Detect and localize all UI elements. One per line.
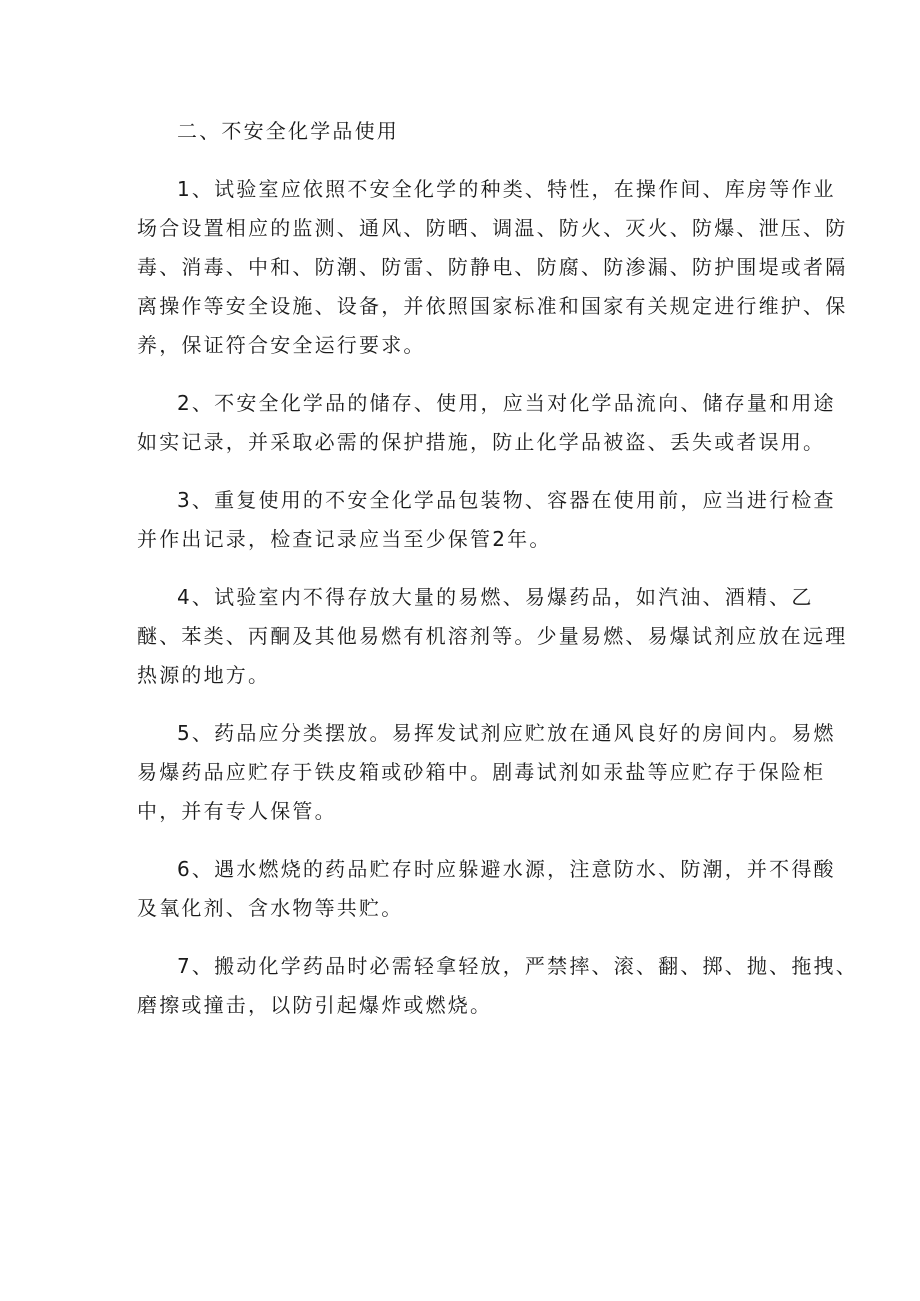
paragraph-line: 易爆药品应贮存于铁皮箱或砂箱中。剧毒试剂如汞盐等应贮存于保险柜	[137, 760, 826, 784]
paragraph-line: 热源的地方。	[137, 663, 271, 687]
paragraph-6	[137, 831, 836, 928]
paragraph-2	[137, 365, 836, 462]
paragraph-line: 醚、苯类、丙酮及其他易燃有机溶剂等。少量易燃、易爆试剂应放在远理	[137, 624, 848, 648]
paragraph-7	[137, 928, 858, 1025]
paragraph-line: 毒、消毒、中和、防潮、防雷、防静电、防腐、防渗漏、防护围堤或者隔	[137, 255, 848, 279]
paragraph-line: 1、试验室应依照不安全化学的种类、特性，在操作间、库房等作业	[177, 177, 836, 201]
paragraph-line: 4、试验室内不得存放大量的易燃、易爆药品，如汽油、酒精、乙	[177, 585, 814, 609]
paragraph-line: 中，并有专人保管。	[137, 799, 337, 823]
paragraph-line: 5、药品应分类摆放。易挥发试剂应贮放在通风良好的房间内。易燃	[177, 721, 836, 745]
paragraph-line: 2、不安全化学品的储存、使用，应当对化学品流向、储存量和用途	[177, 391, 836, 415]
paragraph-line: 7、搬动化学药品时必需轻拿轻放，严禁摔、滚、翻、掷、抛、拖拽、	[177, 954, 858, 978]
paragraph-line: 并作出记录，检查记录应当至少保管2年。	[137, 527, 552, 551]
paragraph-3	[137, 462, 836, 559]
paragraph-line: 离操作等安全设施、设备，并依照国家标准和国家有关规定进行维护、保	[137, 294, 848, 318]
paragraph-5	[137, 695, 836, 831]
document-body	[137, 112, 858, 1025]
section-heading: 二、不安全化学品使用	[177, 119, 399, 143]
paragraph-1	[137, 151, 848, 365]
paragraph-line: 及氧化剂、含水物等共贮。	[137, 896, 404, 920]
paragraph-line: 场合设置相应的监测、通风、防晒、调温、防火、灭火、防爆、泄压、防	[137, 216, 848, 240]
paragraph-4	[137, 559, 848, 695]
paragraph-line: 6、遇水燃烧的药品贮存时应躲避水源，注意防水、防潮，并不得酸	[177, 857, 836, 881]
paragraph-line: 养，保证符合安全运行要求。	[137, 333, 426, 357]
paragraph-line: 磨擦或撞击，以防引起爆炸或燃烧。	[137, 993, 493, 1017]
paragraph-line: 如实记录，并采取必需的保护措施，防止化学品被盗、丢失或者误用。	[137, 430, 826, 454]
paragraph-line: 3、重复使用的不安全化学品包装物、容器在使用前，应当进行检查	[177, 488, 836, 512]
